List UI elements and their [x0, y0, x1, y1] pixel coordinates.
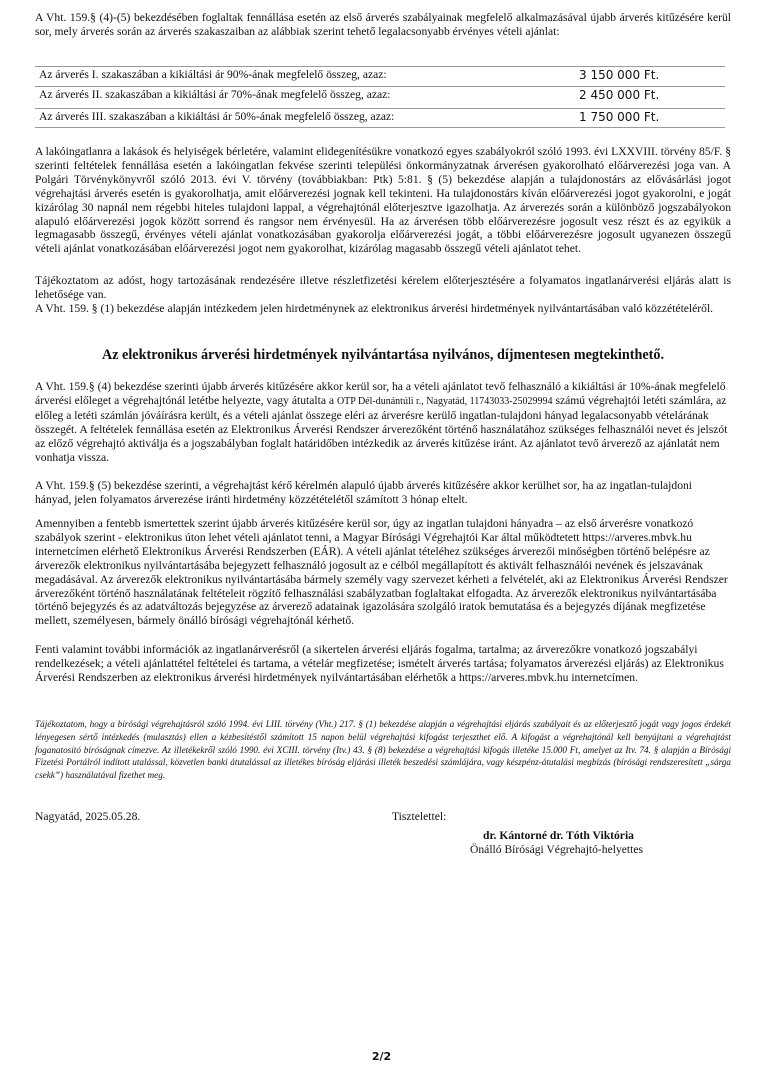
price-row-label: Az árverés III. szakaszában a kikiáltási ár 50%-ának megfelelő összeg, azaz: — [39, 110, 395, 123]
new-auction-text-b: számú végrehajtói letéti számlára, az előleg a letéti számlán jóváírásra került, és a vételi ajánlat összege eléri az árverésre kerülő ingatlan-tulajdoni hányad legalacsonyabb vételárának összegét. A feltételek fennállása esetén az Elektronikus Árverési Rendszer árverezőként történő használatához szükséges felhasználói nevet és jelszót az előző végrehajtó aktiválja és a jogszabályban foglalt határidőben intézkedik az árverés kitűzése iránt. Az ajánlatot tevő árverező az ajánlatát nem vonhatja vissza. — [35, 393, 728, 464]
page-number: 2/2 — [371, 1050, 392, 1063]
vht-159-5-paragraph: A Vht. 159.§ (5) bekezdése szerinti, a végrehajtást kérő kérelmén alapuló újabb árverés kitűzésére akkor kerülhet sor, ha az ingatlan-tulajdoni hányad, jelen folyamatos árverezése iránti hirdetmény közzétételétől számított 3 hónap eltelt. — [35, 479, 693, 506]
legal-footnote: Tájékoztatom, hogy a bírósági végrehajtásról szóló 1994. évi LIII. törvény (Vht.) 217. § (1) bekezdése alapján a végrehajtási eljárás szabályait és az előterjesztő jogát vagy jogos érdekét lényegesen sértő intézkedés (mulasztás) ellen a kézbesítéstől számított 15 napon belül végrehajtási kifogást terjeszthet elő. A kifogást a végrehajtónál kell benyújtani a végrehajtást foganatosító bíróságnak címezve. Az illetékekről szóló 1990. évi XCIII. törvény (Itv.) 43. § (8) bekezdése a végrehajtási kifogás illetéke 15.000 Ft, amelyet az Itv. 74. § alapján a Bírósági Fizetési Portálról indított utalással, közvetlen banki átutalással az illetékes bíróság eljárási illeték beszedési számlájára, vagy készpénz-átutalási megbízás (bírósági rendszeresített „sárga csekk”) használatával fizethet meg. — [35, 719, 731, 781]
signer-name: dr. Kántorné dr. Tóth Viktória — [483, 829, 634, 842]
price-row-label: Az árverés I. szakaszában a kikiáltási ár 90%-ának megfelelő összeg, azaz: — [39, 68, 387, 81]
price-row-2 — [35, 86, 725, 105]
preemption-paragraph: A lakóingatlanra a lakások és helyiségek bérletére, valamint elidegenítésükre vonatkozó egyes szabályokról szóló 1993. évi LXXVIII. törvény 85/F. § szerinti feltételek fennállása esetén a lakóingatlan fekvése szerinti települési önkormányzatnak árverésen gyakorolható előárverezési joga van. A Polgári Törvénykönyvről szóló 2013. évi V. törvény (továbbiakban: Ptk) 5:81. § (5) bekezdése alapján a tulajdonostárs az elővásárlási jogot végrehajtási árverés esetén is gyakorolhatja, amit előárverezési jognak kell tekinteni. Ha tulajdonostárs kíván előárverezési jogot gyakorolni, e jogát kizárólag 30 napnál nem régebbi hiteles tulajdoni lappal, a végrehajtónál előterjesztve igazolhatja. Az árverezés során a különböző jogszabályokon alapuló előárverezési jogok között sorrend és rangsor nem érvényesül. Ha az árverésen több előárverezésre jogosult vesz részt és az egyikük a legmagasabb összegű, érvényes vételi ajánlat vonatkozásában gyakorolja előárverezési jogát, a többi előárverezésre jogosult ugyanezen összegű vételi ajánlat vonatkozásában előárverezési jogot nem gyakorolhat, kizárólag magasabb összegű vételi ajánlatot tehet. — [35, 145, 731, 256]
price-row-value: 1 750 000 Ft. — [579, 110, 660, 124]
publication-paragraph: A Vht. 159. § (1) bekezdése alapján intézkedem jelen hirdetménynek az elektronikus árverési hirdetmények nyilvántartásában való közzétételéről. — [35, 302, 714, 315]
price-row-value: 3 150 000 Ft. — [579, 68, 660, 82]
greeting: Tisztelettel: — [392, 810, 447, 823]
signer-role: Önálló Bírósági Végrehajtó-helyettes — [470, 843, 644, 856]
intro-paragraph: A Vht. 159.§ (4)-(5) bekezdésében foglaltak fennállása esetén az első árverés szabályainak megfelelő alkalmazásával újabb árverés kitűzésére kerül sor, mely árverés során az árverés szakaszaiban az alábbiak szerint tehető legalacsonyabb érvényes vételi ajánlat: — [35, 11, 731, 38]
registry-heading: Az elektronikus árverési hirdetmények nyilvántartása nyilvános, díjmentesen megtekinthető. — [101, 347, 665, 363]
price-row-1 — [35, 66, 725, 85]
price-row-3 — [35, 108, 725, 128]
new-auction-text-a: A Vht. 159.§ (4) bekezdése szerinti újabb árverés kitűzésére akkor kerül sor, ha a vételi ajánlatot tevő felhasználó a kikiáltási ár 10%-ának megfelelő árverési előleget a végrehajtónál letétbe helyezte, vagy átutalta a — [35, 380, 726, 407]
price-row-label: Az árverés II. szakaszában a kikiáltási ár 70%-ának megfelelő összeg, azaz: — [39, 88, 391, 101]
debtor-info-paragraph: Tájékoztatom az adóst, hogy tartozásának rendezésére illetve részletfizetési kérelem előterjesztésére a folyamatos ingatlanárverési eljárás alatt is lehetősége van. — [35, 274, 731, 301]
bank-account-number: OTP Dél-dunántúli r., Nagyatád, 11743033-25029994 — [336, 395, 553, 407]
new-auction-paragraph — [35, 380, 731, 464]
further-info-paragraph: Fenti valamint további információk az ingatlanárverésről (a sikertelen árverési eljárás fogalma, tartalma; az árverezőkre vonatkozó jogszabályi rendelkezések; a vételi ajánlattétel feltételei és tartama, a vételár megfizetése; ismételt árverés tartása; folyamatos árverezési eljárás) az Elektronikus Árverési Rendszerben az elektronikus árverési hirdetmények nyilvántartásában elérhetők a https://arveres.mbvk.hu internetcímen. — [35, 643, 724, 684]
price-row-value: 2 450 000 Ft. — [579, 88, 660, 102]
place-date: Nagyatád, 2025.05.28. — [35, 810, 141, 823]
ear-paragraph: Amennyiben a fentebb ismertettek szerint újabb árverés kitűzésére kerül sor, úgy az ingatlan tulajdoni hányadra – az első árverésre vonatkozó szabályok szerint - elektronikus úton lehet vételi ajánlatot tenni, a Magyar Bírósági Végrehajtói Kar által működtetett https://arveres.mbvk.hu internetcímen elérhető Elektronikus Árverési Rendszerben (EÁR). A vételi ajánlat tételéhez szükséges árverezői minőségben történő belépésre az árverezők elektronikus nyilvántartásába bejegyzett felhasználó jogosult az e célból megállapított és aktivált felhasználói nevének és jelszavának megadásával. Az árverezők elektronikus nyilvántartásába bármely személy vagy szervezet kérheti a felvételét, aki az Elektronikus Árverési Rendszer árverezőként történő használatának feltételeit rögzítő felhasználási szabályzatban foglaltakat elfogadta. Az árverezők elektronikus nyilvántartásába történő bejegyzés és az adatváltozás bejegyzése az árverező adatainak igazolására szolgáló iratok bemutatása és a bejegyzés díjának megfizetése mellett, személyesen, bármely önálló bírósági végrehajtónál kérhető. — [35, 517, 728, 628]
